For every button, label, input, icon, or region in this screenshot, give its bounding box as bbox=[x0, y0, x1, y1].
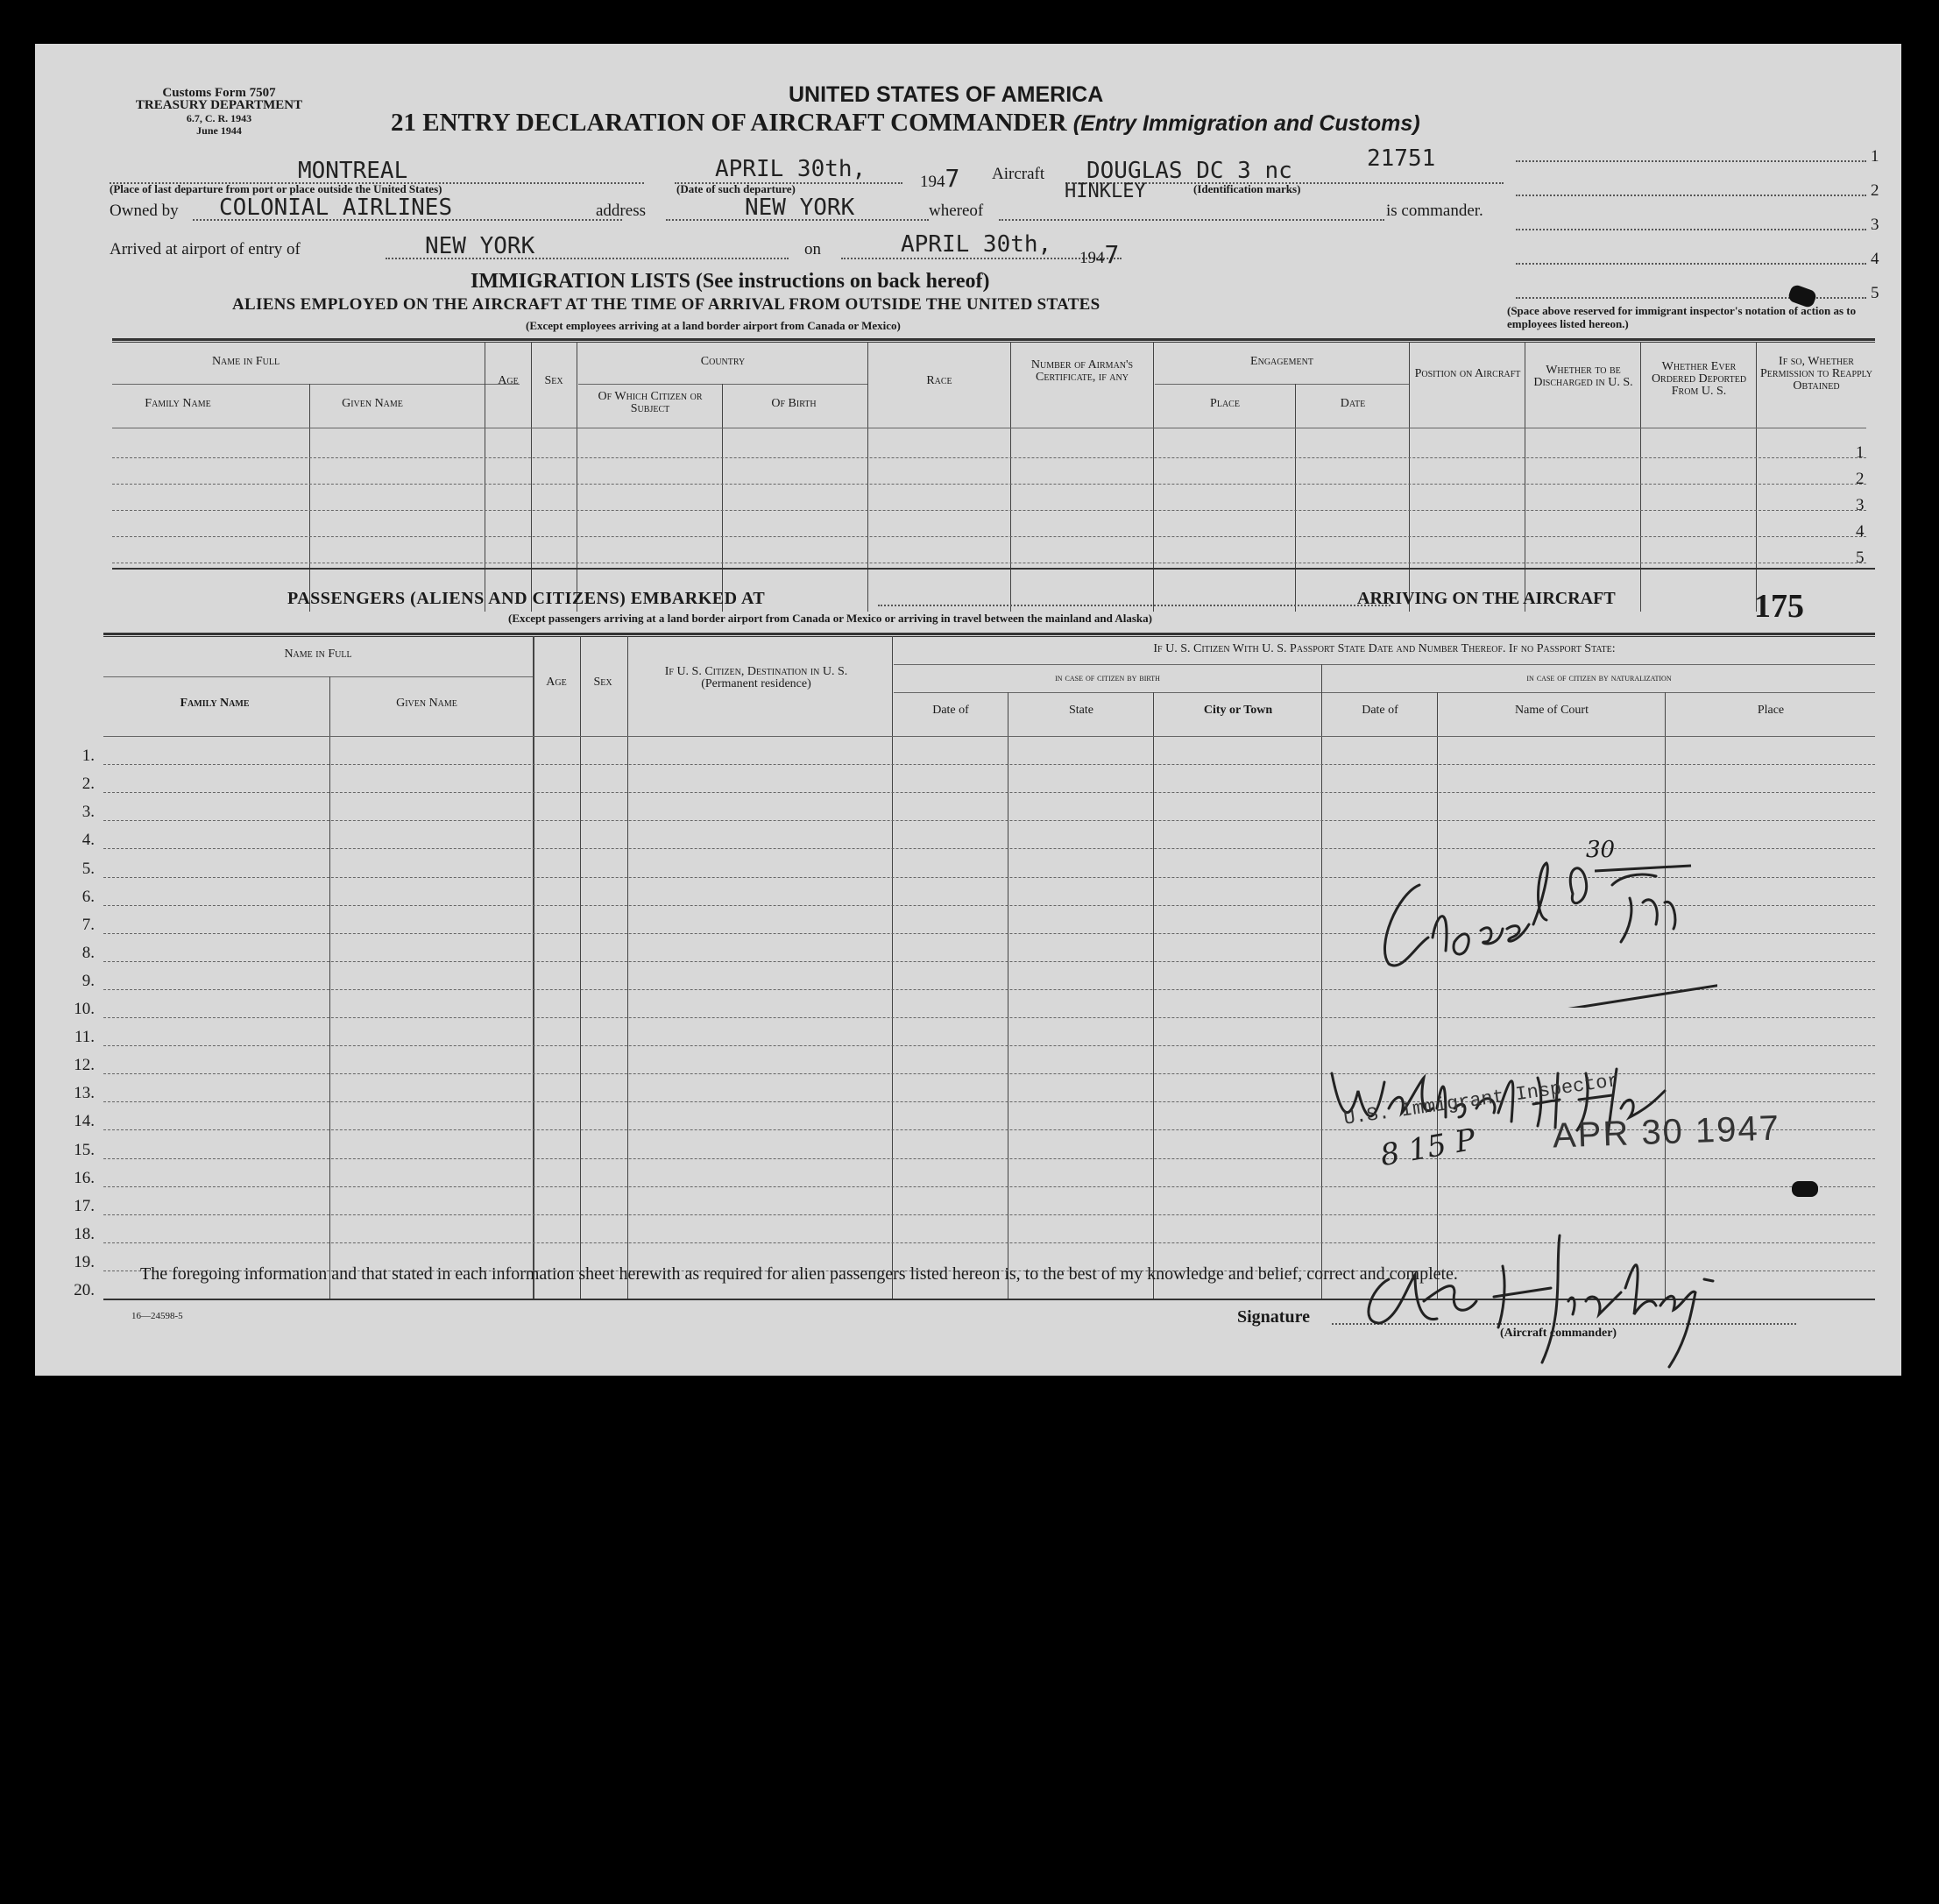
passenger-row-line bbox=[103, 764, 1875, 765]
arrival-date: APRIL 30th, bbox=[901, 231, 1052, 258]
passenger-row-number: 17. bbox=[74, 1196, 95, 1215]
passenger-row-line bbox=[103, 1017, 1875, 1018]
aliens-header-country: Country bbox=[700, 355, 746, 368]
passengers-header-court: Name of Court bbox=[1515, 704, 1589, 717]
country-title: UNITED STATES OF AMERICA bbox=[789, 82, 1104, 107]
passengers-header-date-of: Date of bbox=[932, 704, 969, 717]
passengers-header-date-of-2: Date of bbox=[1362, 704, 1398, 717]
side-number: 4 bbox=[1871, 250, 1879, 268]
passenger-row-number: 14. bbox=[74, 1112, 95, 1131]
signature-caption: (Aircraft commander) bbox=[1500, 1327, 1617, 1340]
form-department: TREASURY DEPARTMENT bbox=[135, 98, 303, 112]
passengers-header-place: Place bbox=[1757, 704, 1785, 717]
passenger-row-number: 13. bbox=[74, 1084, 95, 1103]
aliens-header-given: Given Name bbox=[342, 397, 403, 410]
form-regulation: 6.7, C. R. 1943 bbox=[186, 112, 252, 124]
aliens-header-engagement: Engagement bbox=[1250, 355, 1313, 368]
aliens-row-number: 2 bbox=[1856, 470, 1865, 488]
arrival-year: 1947 bbox=[1079, 240, 1120, 269]
passenger-row-number: 2. bbox=[81, 775, 95, 794]
commander-label: is commander. bbox=[1386, 202, 1483, 220]
passengers-header-given: Given Name bbox=[396, 697, 457, 710]
aliens-row-number: 3 bbox=[1856, 496, 1865, 514]
inspector-stamp: U.S. Immigrant Inspector bbox=[1342, 1069, 1621, 1130]
immigration-note: (Except employees arriving at a land border airport from Canada or Mexico) bbox=[526, 319, 901, 332]
passenger-row-number: 12. bbox=[74, 1056, 95, 1075]
aliens-header-age: Age bbox=[498, 374, 519, 387]
passenger-row-number: 11. bbox=[74, 1028, 95, 1047]
immigration-subtitle: ALIENS EMPLOYED ON THE AIRCRAFT AT THE TIME OF ARRIVAL FROM OUTSIDE THE UNITED STATES bbox=[232, 295, 1100, 314]
passenger-row-number: 16. bbox=[74, 1168, 95, 1187]
aliens-header-airman: Number of Airman's Certificate, if any bbox=[1030, 358, 1134, 384]
flight-number: 175 bbox=[1754, 588, 1804, 625]
closed-underline bbox=[1595, 864, 1700, 873]
passenger-row-number: 9. bbox=[81, 971, 95, 990]
passengers-title-right: ARRIVING ON THE AIRCRAFT bbox=[1357, 589, 1616, 608]
form-number: Customs Form 7507 bbox=[162, 86, 276, 100]
aircraft-value: DOUGLAS DC 3 nc bbox=[1086, 158, 1292, 184]
departure-place: MONTREAL bbox=[298, 158, 408, 184]
form-title bbox=[391, 109, 1420, 138]
passengers-header-passport: If U. S. Citizen With U. S. Passport State Date and Number Thereof. If no Passport State: bbox=[1153, 642, 1616, 655]
passenger-row-number: 6. bbox=[81, 887, 95, 906]
departure-date-caption: (Date of such departure) bbox=[676, 182, 796, 195]
passenger-row-number: 19. bbox=[74, 1252, 95, 1271]
passenger-row-number: 8. bbox=[81, 943, 95, 962]
passenger-row-line bbox=[103, 792, 1875, 793]
aliens-row-number: 5 bbox=[1856, 549, 1865, 567]
passengers-header-by-birth: in case of citizen by birth bbox=[1055, 671, 1160, 683]
passenger-row-line bbox=[103, 1045, 1875, 1046]
aliens-header-date: Date bbox=[1340, 397, 1366, 410]
passenger-row-line bbox=[103, 1158, 1875, 1159]
form-title-italic: (Entry Immigration and Customs) bbox=[1072, 111, 1420, 136]
aircraft-label: Aircraft bbox=[992, 165, 1045, 183]
passenger-row-number: 20. bbox=[74, 1281, 95, 1299]
passengers-header-family: Family Name bbox=[180, 697, 250, 710]
aliens-header-deported: Whether Ever Ordered Deported From U. S. bbox=[1651, 360, 1747, 398]
passengers-header-destination: If U. S. Citizen, Destination in U. S. (Permanent residence) bbox=[664, 665, 848, 690]
aircraft-id: 21751 bbox=[1367, 145, 1436, 172]
passenger-row-number: 4. bbox=[81, 831, 95, 850]
aliens-header-place: Place bbox=[1210, 397, 1240, 410]
form-sheet bbox=[35, 44, 1901, 1376]
commander-name: HINKLEY bbox=[1065, 180, 1146, 202]
aliens-header-race: Race bbox=[926, 374, 952, 387]
arrival-airport: NEW YORK bbox=[425, 233, 535, 259]
owner: COLONIAL AIRLINES bbox=[219, 195, 453, 221]
passengers-header-sex: Sex bbox=[593, 676, 612, 689]
on-label: on bbox=[804, 240, 821, 258]
passengers-header-city: City or Town bbox=[1203, 704, 1273, 717]
aliens-header-name: Name in Full bbox=[211, 355, 280, 368]
ink-blot bbox=[1792, 1181, 1818, 1197]
aliens-header-sex: Sex bbox=[544, 374, 563, 387]
arrived-label: Arrived at airport of entry of bbox=[110, 240, 301, 258]
passenger-row-line bbox=[103, 1186, 1875, 1187]
address: NEW YORK bbox=[745, 195, 855, 221]
stamp-time: 8 15 P bbox=[1377, 1122, 1479, 1174]
side-number: 5 bbox=[1871, 284, 1879, 302]
owned-by-label: Owned by bbox=[110, 202, 179, 220]
passengers-header-age: Age bbox=[546, 676, 567, 689]
immigration-title: IMMIGRATION LISTS (See instructions on back hereof) bbox=[471, 270, 990, 293]
aliens-header-family: Family Name bbox=[145, 397, 211, 410]
passenger-row-number: 7. bbox=[81, 915, 95, 934]
declaration-text: The foregoing information and that stated in each information sheet herewith as required for alien passengers listed hereon is, to the best of my knowledge and belief, correct and complete. bbox=[140, 1264, 1458, 1284]
passenger-row-number: 10. bbox=[74, 1000, 95, 1018]
side-note: (Space above reserved for immigrant inspector's notation of action as to employees listed hereon.) bbox=[1507, 304, 1857, 330]
departure-year: 1947 bbox=[920, 164, 960, 193]
signature-label: Signature bbox=[1237, 1307, 1310, 1327]
passengers-header-state: State bbox=[1069, 704, 1093, 717]
address-label: address bbox=[596, 202, 646, 220]
aliens-header-discharged: Whether to be Discharged in U. S. bbox=[1533, 364, 1633, 389]
departure-date: APRIL 30th, bbox=[715, 156, 867, 182]
print-code: 16—24598-5 bbox=[131, 1311, 183, 1321]
id-caption: (Identification marks) bbox=[1193, 182, 1301, 195]
side-number: 1 bbox=[1871, 147, 1879, 166]
passengers-note: (Except passengers arriving at a land border airport from Canada or Mexico or arriving in travel between the mainland and Alaska) bbox=[508, 612, 1152, 625]
aliens-header-of-birth: Of Birth bbox=[771, 397, 817, 410]
passenger-row-number: 1. bbox=[81, 747, 95, 766]
passenger-row-number: 3. bbox=[81, 803, 95, 822]
closed-note-mark bbox=[1349, 832, 1717, 1008]
passengers-title: PASSENGERS (ALIENS AND CITIZENS) EMBARKED AT bbox=[287, 589, 766, 608]
aliens-header-citizen-of: Of Which Citizen or Subject bbox=[598, 390, 703, 415]
departure-place-caption: (Place of last departure from port or place outside the United States) bbox=[110, 182, 442, 195]
passenger-row-number: 18. bbox=[74, 1224, 95, 1243]
form-edition: June 1944 bbox=[196, 124, 242, 137]
passengers-header-name: Name in Full bbox=[284, 648, 352, 661]
aliens-header-position: Position on Aircraft bbox=[1414, 367, 1521, 380]
passenger-row-number: 5. bbox=[81, 859, 95, 878]
aliens-header-permission: If so, Whether Permission to Reapply Obtained bbox=[1760, 355, 1872, 393]
passenger-row-number: 15. bbox=[74, 1140, 95, 1159]
side-number: 2 bbox=[1871, 181, 1879, 200]
passenger-row-line bbox=[103, 820, 1875, 821]
closed-time-superscript: 30 bbox=[1586, 837, 1616, 863]
aliens-row-number: 4 bbox=[1856, 522, 1865, 541]
commander-signature bbox=[1354, 1218, 1809, 1376]
passenger-row-line bbox=[103, 1214, 1875, 1215]
form-title-main: 21 ENTRY DECLARATION OF AIRCRAFT COMMANDER bbox=[391, 109, 1067, 137]
aliens-row-number: 1 bbox=[1856, 443, 1865, 462]
whereof-label: whereof bbox=[929, 202, 984, 220]
passengers-header-by-naturalization: in case of citizen by naturalization bbox=[1526, 671, 1672, 683]
side-number: 3 bbox=[1871, 216, 1879, 234]
stamp-date: APR 30 1947 bbox=[1552, 1108, 1781, 1156]
